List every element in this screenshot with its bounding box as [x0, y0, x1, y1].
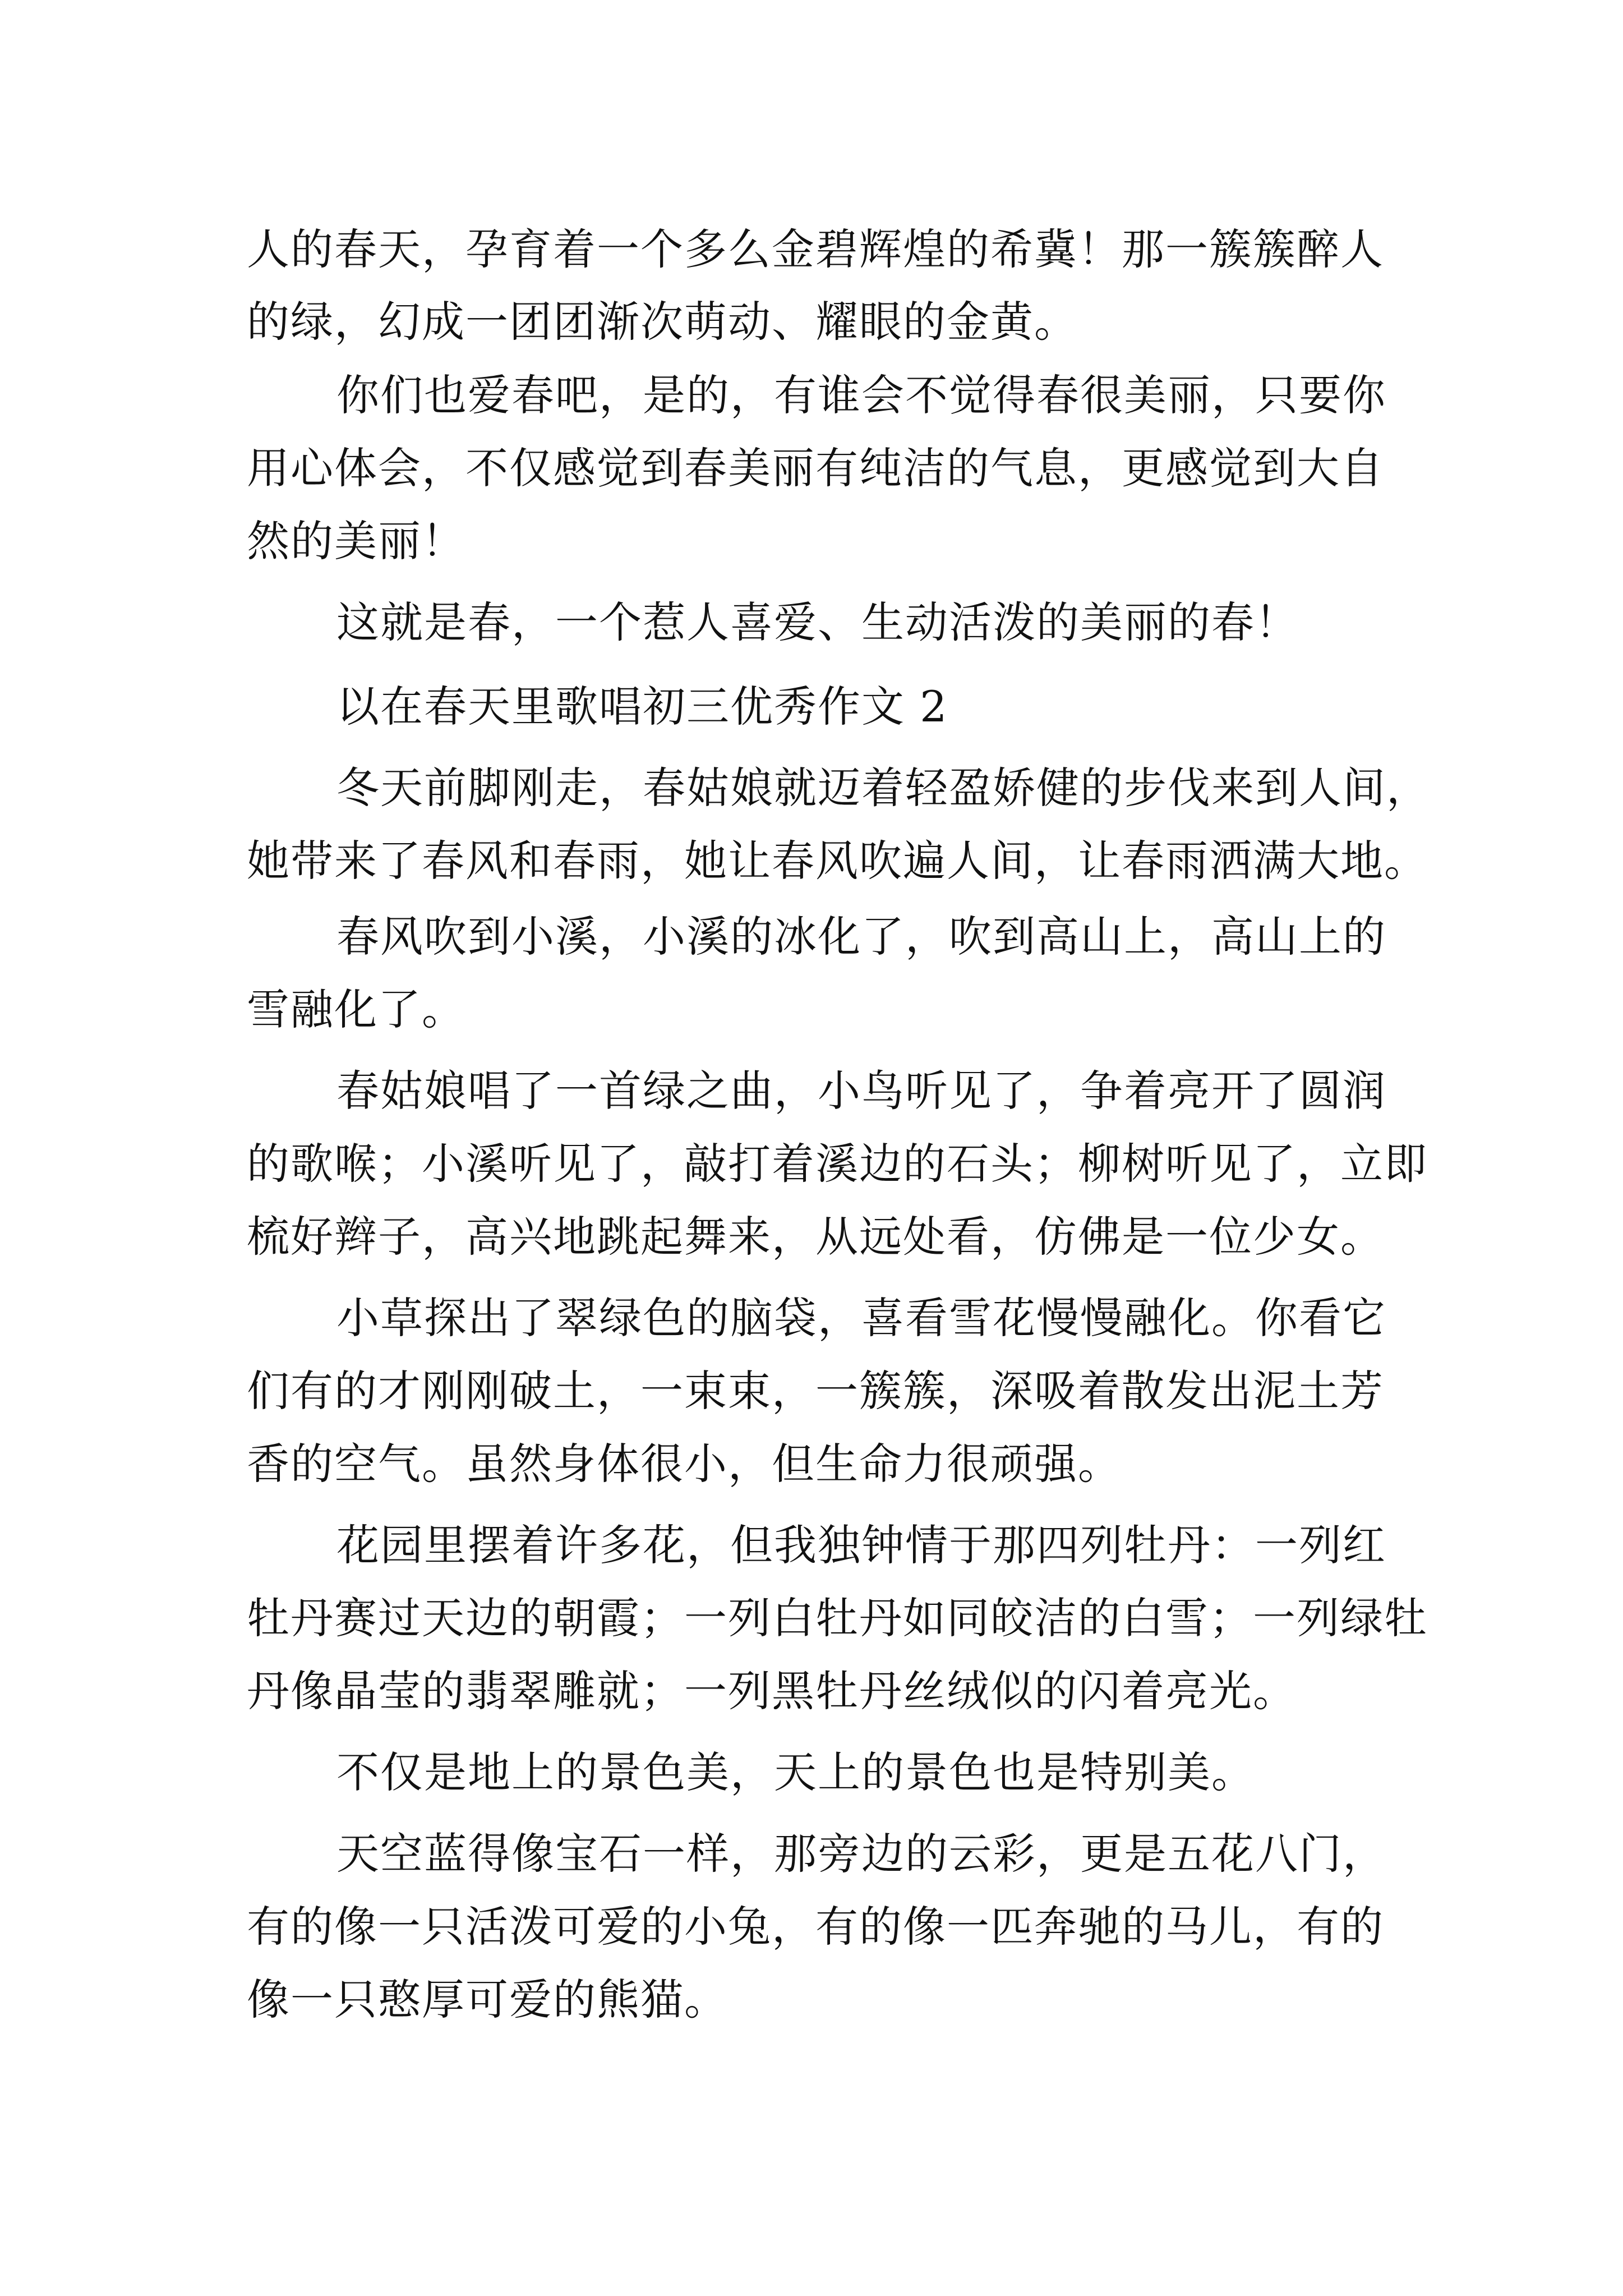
text-line: 春姑娘唱了一首绿之曲，小鸟听见了，争着亮开了圆润 — [336, 1066, 1386, 1116]
text-line: 花园里摆着许多花，但我独钟情于那四列牡丹：一列红 — [336, 1520, 1386, 1570]
text-line: 有的像一只活泼可爱的小兔，有的像一匹奔驰的马儿，有的 — [247, 1902, 1384, 1952]
text-line: 牡丹赛过天边的朝霞；一列白牡丹如同皎洁的白雪；一列绿牡 — [247, 1593, 1428, 1643]
text-line: 春风吹到小溪，小溪的冰化了，吹到高山上，高山上的 — [336, 912, 1386, 961]
text-line: 冬天前脚刚走，春姑娘就迈着轻盈娇健的步伐来到人间， — [336, 763, 1430, 813]
text-line: 丹像晶莹的翡翠雕就；一列黑牡丹丝绒似的闪着亮光。 — [247, 1666, 1297, 1716]
text-line: 的绿，幻成一团团渐次萌动、耀眼的金黄。 — [247, 297, 1078, 347]
text-line: 雪融化了。 — [247, 984, 465, 1034]
text-line: 她带来了春风和春雨，她让春风吹遍人间，让春雨洒满大地。 — [247, 836, 1428, 886]
section-heading: 以在春天里歌唱初三优秀作文 2 — [336, 682, 948, 731]
text-line: 天空蓝得像宝石一样，那旁边的云彩，更是五花八门， — [336, 1829, 1386, 1879]
text-line: 的歌喉；小溪听见了，敲打着溪边的石头；柳树听见了，立即 — [247, 1139, 1428, 1189]
text-line: 小草探出了翠绿色的脑袋，喜看雪花慢慢融化。你看它 — [336, 1293, 1386, 1343]
text-line: 们有的才刚刚破土，一束束，一簇簇，深吸着散发出泥土芳 — [247, 1366, 1384, 1416]
text-line: 像一只憨厚可爱的熊猫。 — [247, 1975, 728, 2024]
text-line: 用心体会，不仅感觉到春美丽有纯洁的气息，更感觉到大自 — [247, 443, 1384, 493]
text-line: 这就是春，一个惹人喜爱、生动活泼的美丽的春！ — [336, 597, 1299, 647]
text-line: 然的美丽！ — [247, 516, 465, 566]
text-line: 人的春天，孕育着一个多么金碧辉煌的希冀！那一簇簇醉人 — [247, 224, 1384, 274]
text-line: 香的空气。虽然身体很小，但生命力很顽强。 — [247, 1439, 1122, 1489]
text-line: 梳好辫子，高兴地跳起舞来，从远处看，仿佛是一位少女。 — [247, 1212, 1384, 1262]
text-line: 你们也爱春吧，是的，有谁会不觉得春很美丽，只要你 — [336, 370, 1386, 420]
text-line: 不仅是地上的景色美，天上的景色也是特别美。 — [336, 1747, 1255, 1797]
